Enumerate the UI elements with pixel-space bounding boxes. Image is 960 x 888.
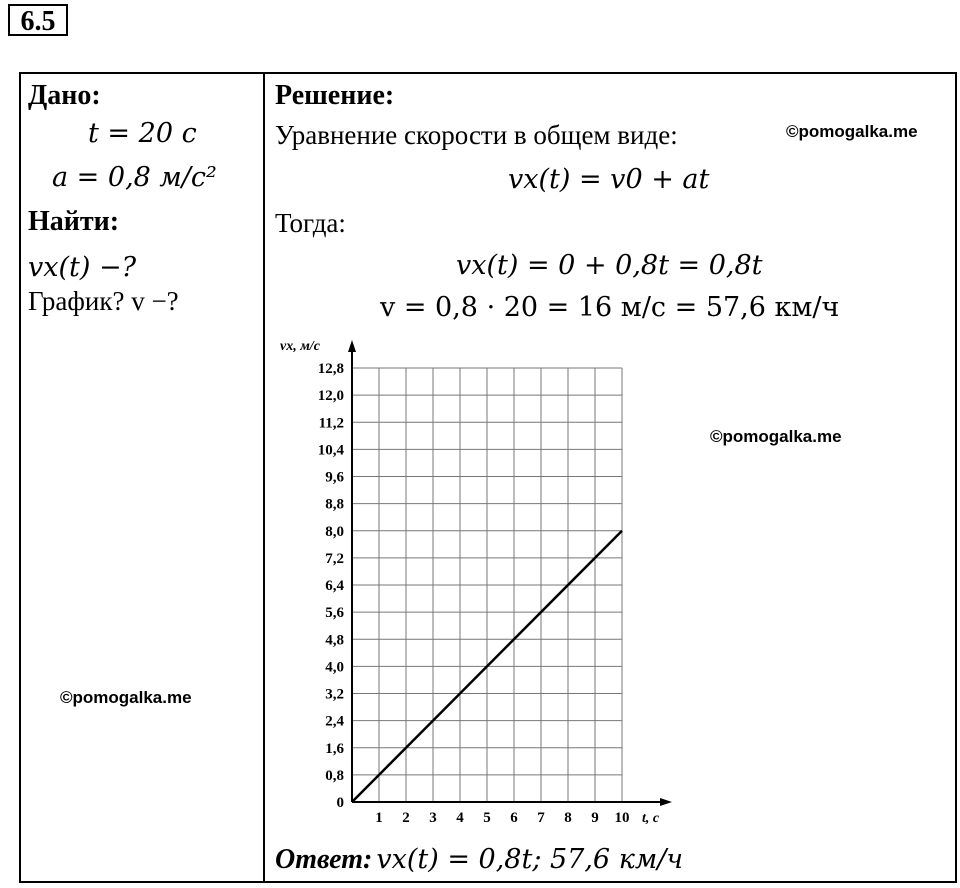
given-acceleration: a = 0,8 м/с² bbox=[52, 162, 217, 193]
find-velocity-function: vx(t) −? bbox=[28, 252, 137, 283]
y-tick-label: 9,6 bbox=[325, 469, 344, 486]
y-tick-label: 2,4 bbox=[325, 713, 344, 730]
solution-intro: Уравнение скорости в общем виде: bbox=[275, 120, 678, 150]
find-graph: График? v −? bbox=[28, 286, 179, 316]
y-tick-label: 8,0 bbox=[325, 523, 344, 540]
y-tick-label: 3,2 bbox=[325, 686, 344, 703]
x-axis-arrow bbox=[660, 798, 672, 806]
x-tick-label: 2 bbox=[402, 810, 410, 826]
x-tick-label: 4 bbox=[456, 810, 464, 826]
equation-general: vx(t) = v0 + at bbox=[508, 164, 710, 195]
x-tick-label: 7 bbox=[537, 810, 545, 826]
y-tick-label: 5,6 bbox=[325, 605, 344, 622]
y-tick-label: 4,8 bbox=[325, 632, 344, 649]
y-axis-arrow bbox=[348, 340, 356, 352]
given-header: Дано: bbox=[28, 80, 101, 111]
find-header: Найти: bbox=[28, 206, 120, 237]
y-tick-label: 8,8 bbox=[325, 496, 344, 513]
y-tick-label: 0 bbox=[336, 795, 344, 811]
watermark-left: ©pomogalka.me bbox=[60, 688, 192, 707]
answer-line bbox=[275, 844, 683, 876]
x-tick-label: 1 bbox=[375, 810, 383, 826]
chart-tick-labels bbox=[318, 361, 630, 826]
y-tick-label: 7,2 bbox=[325, 550, 344, 567]
equation-specific: vx(t) = 0 + 0,8t = 0,8t bbox=[456, 250, 763, 281]
chart-grid bbox=[352, 368, 622, 802]
x-tick-label: 8 bbox=[564, 810, 572, 826]
x-tick-label: 3 bbox=[429, 810, 437, 826]
velocity-chart bbox=[272, 330, 692, 840]
x-tick-label: 6 bbox=[510, 810, 518, 826]
x-tick-label: 5 bbox=[483, 810, 491, 826]
y-tick-label: 0,8 bbox=[325, 767, 344, 784]
y-tick-label: 4,0 bbox=[325, 659, 344, 676]
watermark-top: ©pomogalka.me bbox=[786, 122, 918, 141]
given-time: t = 20 с bbox=[88, 118, 197, 149]
watermark-chart: ©pomogalka.me bbox=[710, 427, 842, 446]
x-tick-label: 9 bbox=[591, 810, 599, 826]
y-tick-label: 12,8 bbox=[317, 361, 344, 377]
y-tick-label: 10,4 bbox=[317, 442, 344, 459]
answer-text: vx(t) = 0,8t; 57,6 км/ч bbox=[376, 844, 684, 875]
y-tick-label: 12,0 bbox=[317, 388, 344, 405]
column-divider bbox=[263, 72, 265, 883]
solution-header: Решение: bbox=[275, 80, 395, 111]
x-axis-label: t, c bbox=[642, 811, 660, 826]
solution-then: Тогда: bbox=[275, 208, 346, 238]
y-tick-label: 6,4 bbox=[325, 578, 344, 594]
answer-label: Ответ: bbox=[275, 844, 373, 875]
equation-value: v = 0,8 · 20 = 16 м/с = 57,6 км/ч bbox=[380, 292, 840, 323]
y-tick-label: 11,2 bbox=[318, 415, 344, 432]
chart-axes bbox=[348, 340, 672, 806]
y-axis-label: vx, м/с bbox=[280, 339, 320, 354]
x-tick-label: 10 bbox=[614, 810, 630, 826]
y-tick-label: 1,6 bbox=[325, 740, 344, 757]
problem-number: 6.5 bbox=[8, 4, 68, 36]
